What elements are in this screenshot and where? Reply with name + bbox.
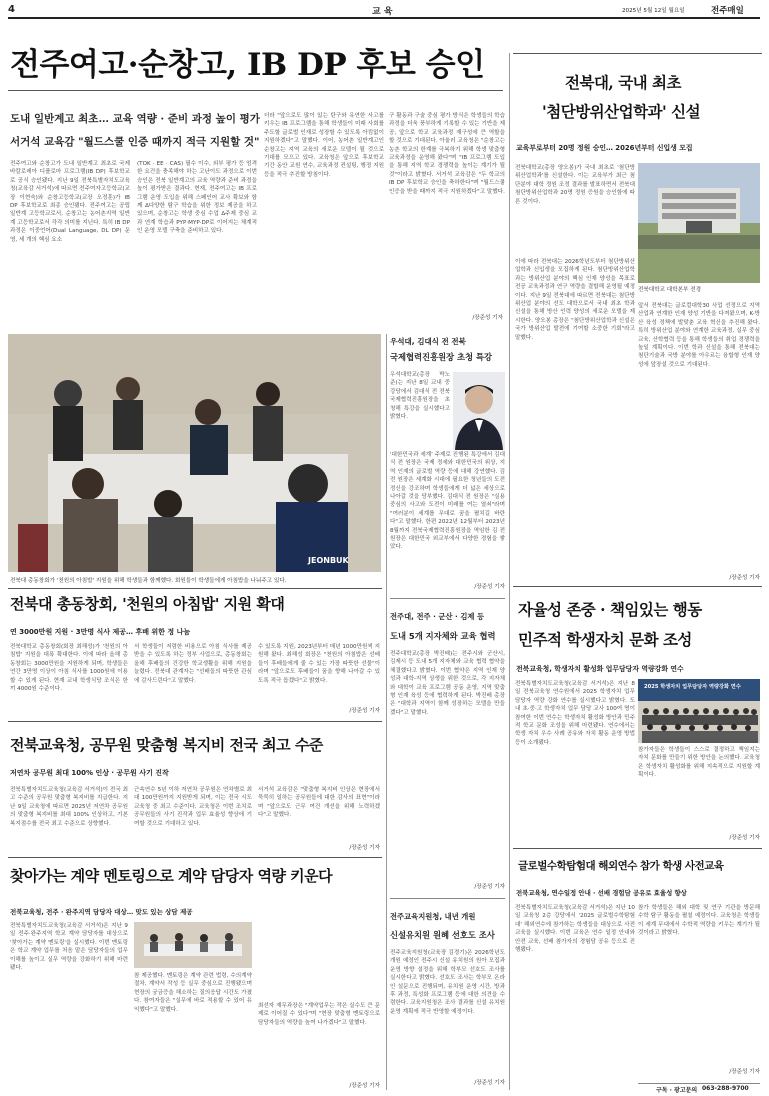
story1-column-1: 전주여고와 순창고가 도내 일반계고 최초로 국제 바칼로레아 디플로마 프로그램(IB DP) 후보학교로 공식 승인됐다. 지난 9일 전북특별자치도교육청(교육감 서거석)에 따르면 전주여자고등학교(교장 이현숙)와 순창고등학교(교장 오정훈)가 IB DP 후보학교로 최종 승인됐다. 전주여고는 공립 일반계 고등학교로서, 순창고는 농어촌지역 일반계 고등학교로서 각각 의미를 지닌다. 특히 IB DP 과정은 이중언어(Dual Language, DL DP) 운영, 세 개의 핵심 요소 — [10, 161, 130, 243]
story2-headline: 전북대 총동창회, '천원의 아침밥' 지원 확대 — [10, 595, 285, 613]
story6-label: 전주대, 전주 · 군산 · 김제 등 — [390, 612, 485, 621]
story1-headline: 전주여고·순창고, IB DP 후보 승인 — [10, 47, 485, 83]
story10-column-2: 참가 학생들은 해외 대학 및 연구 기관을 방문해 수학 탐구 활동을 펼칠 예정이다. 교육청은 학생들이 세계 무대에서 수학적 역량을 키우는 계기가 될 것이라고 밝혔다. — [638, 905, 760, 937]
footer-bar — [638, 1083, 760, 1094]
story3-headline: 전북교육청, 공무원 맞춤형 복지비 전국 최고 수준 — [10, 736, 323, 754]
page-header — [8, 3, 760, 17]
story3-subhead: 저연차 공무원 최대 100% 인상 · 공무원 사기 진작 — [10, 769, 169, 777]
story8-column-1: 전북대학교(총장 양오봉)가 국내 최초로 '첨단방위산업학과'를 신설한다. 이는 교육부가 최근 첨단분야 대학 정원 조정 결과를 발표하면서 전북대 첨단방위산업학과 20명 정원 증원을 승인함에 따른 것이다. — [515, 165, 635, 205]
story7-top-rule — [390, 898, 505, 899]
story6-byline: /장준성 기자 — [474, 884, 505, 890]
story8-photo — [638, 163, 760, 283]
story5-label: 우석대, 김대식 전 전북 — [390, 337, 466, 346]
story1-column-2: (TOK · EE · CAS) 필수 이수, 외부 평가 등 엄격한 요건을 충족해야 하는 고난이도 과정으로 이번 승인은 전북 일반계고의 교육 역량과 준비 과정을 높이 평가받은 결과다. 현재, 전주여고는 IB 프로그램 운영 도입을 위해 스페인어 교사 확보와 함께 ∆다양한 탐구 학습을 위한 정보 제공을 하고 있으며, 순창고는 학생 중심 수업 ∆주제 중심 교과 연계 학습과 PYP·MYP·DP로 이어지는 체계적인 운영 모델 구축을 준비하고 있다. — [137, 161, 257, 235]
header-rule — [8, 17, 760, 19]
issue-date: 2025년 5월 12일 월요일 — [622, 8, 685, 14]
story1-photo — [8, 334, 381, 572]
right-column-divider — [509, 53, 510, 1090]
story4-column-1: 전북특별자치도교육청(교육감 서거석)은 지난 9일 전주·완주지역 학교 계약 담당자를 대상으로 '찾아가는 계약 멘토링'을 실시했다. 이번 멘토링은 학교 계약 업무를 처음 맡은 담당자들의 업무 이해를 높이고 실무 역량을 강화하기 위해 마련됐다. — [10, 923, 128, 972]
story8-column-3: 앞서 전북대는 글로컬대학30 사업 선정으로 지역 산업과 연계한 인재 양성 기반을 다져왔으며, K-방산 육성 정책에 발맞춘 교육 혁신을 추진해 왔다. 특히 방위산업 분야와 연계한 교육과정, 실무 중심 교육, 산학협력 등을 통해 학생들의 취업 경쟁력을 높일 계획이다. 이번 학과 신설을 통해 전북대는 첨단기술과 국방 분야를 아우르는 융합형 인재 양성에 앞장설 것으로 기대된다. — [638, 303, 760, 368]
story8-subhead: 교육부로부터 20명 정원 승인… 2026년부터 신입생 모집 — [516, 144, 693, 152]
story2-subhead: 연 3000만원 지원 · 3만명 식사 제공… 후배 위한 정 나눔 — [10, 628, 191, 636]
story8-headline-line2: '첨단방위산업학과' 신설 — [542, 102, 701, 121]
story5-column-1: 우석대학교(총장 박노준)는 지난 8일 교내 중강당에서 김대식 전 전북국제협력진흥원장을 초청해 특강을 실시했다고 밝혔다. — [390, 372, 450, 421]
story10-headline: 글로벌수학탐험대 해외연수 참가 학생 사전교육 — [518, 860, 724, 872]
story9-column-1: 전북특별자치도교육청(교육감 서거석)은 지난 8일 전북교육청 연수원에서 2025 학생자치 업무담당자 역량 강화 연수를 실시했다고 밝혔다. 도내 초·중·고 학생자치 업무 담당 교사 100여 명이 참여한 이번 연수는 학생자치 활성화 방안과 민주적 학교 문화 조성을 위해 마련됐다. 연수에서는 학생 자치 우수 사례 공유와 자치 활동 운영 방법 등이 소개됐다. — [515, 681, 635, 746]
story8-photo-caption: 전북대학교 대학본부 전경 — [638, 287, 701, 293]
story7-label: 전주교육지원청, 내년 개원 — [390, 912, 476, 921]
story9-headline-line1: 자율성 존중 · 책임있는 행동 — [518, 600, 702, 619]
story4-headline: 찾아가는 계약 멘토링으로 계약 담당자 역량 키운다 — [10, 867, 333, 885]
story5-headline: 국제협력진흥원장 초청 특강 — [390, 352, 492, 362]
story1-photo-caption: 전북대 총동창회가 '천원의 아침밥' 지원을 위해 학생들과 함께했다. 회원들이 학생들에게 아침밥을 나눠주고 있다. — [10, 578, 287, 584]
story2-byline: /장준성 기자 — [349, 708, 380, 714]
paper-name: 전주매일 — [711, 6, 744, 16]
story2-column-2: 서 학생들이 저렴한 비용으로 아침 식사를 제공받을 수 있도록 하는 정부 사업으로, 총동창회는 올해 후배들의 건강한 학교생활을 위해 지원을 늘렸다. 전북대 관계자는 "선배들의 따뜻한 관심에 감사드린다"고 말했다. — [134, 644, 252, 684]
section-name: 교 육 — [372, 7, 393, 17]
story8-byline: /장준성 기자 — [729, 575, 760, 581]
story6-headline: 도내 5개 지자체와 교육 협력 — [390, 631, 496, 641]
footer-label: 구독 · 광고문의 — [656, 1087, 698, 1094]
story6-top-rule — [390, 598, 505, 599]
story1-column-4: 구 활동과 구술 중심 평가 방식은 학생들의 학습 과정을 더욱 풍부하게 기록할 수 있는 기반을 제공, 앞으로 학교 교육과정 재구성에 큰 역할을 할 것으로 기대된다. 아울러 교육청은 "순창고는 농촌 학교의 한계를 극복하기 위해 학생 맞춤형 교육과정을 운영해 왔다"며 "IB 프로그램 도입을 통해 지역 학교 경쟁력을 높이는 계기가 될 것"이라고 밝혔다. 서거석 교육감은 "두 학교의 IB DP 후보학교 승인을 축하한다"며 "월드스쿨 인증을 받을 때까지 적극 지원하겠다"고 말했다. — [389, 113, 505, 195]
story5-byline: /장준성 기자 — [474, 584, 505, 590]
story9-column-2: 참가자들은 학생들이 스스로 결정하고 책임지는 자치 문화를 만들기 위한 방안을 논의했다. 교육청은 학생자치 활성화를 위해 지속적으로 지원할 계획이다. — [638, 747, 760, 779]
story1-top-rule — [8, 90, 503, 91]
story1-column-3: 더라 "앞으로도 많이 있는 탄구와 유연한 사고를 키우는 IB 프로그램을 통해 학생들이 미래 사회를 주도할 글로벌 인재로 성장할 수 있도록 아낌없이 지원하겠다"고 말했다. 이어, 농어촌 일반계고인 순창고는 지역 교육의 새로운 모델이 될 것으로 기대를 모으고 있다. 교육청은 앞으로 후보학교 기간 동안 교원 연수, 교육과정 컨설팅, 행정 지원 등을 적극 추진할 방침이다. — [264, 113, 384, 178]
story3-column-3: 서거석 교육감은 "맞춤형 복지비 인상은 현장에서 묵묵히 일하는 공무원들에 대한 감사의 표현"이라며 "앞으로도 근무 여건 개선을 위해 노력하겠다"고 말했다. — [258, 787, 380, 819]
story7-byline: /장준성 기자 — [474, 1080, 505, 1086]
story4-photo — [134, 922, 252, 968]
story9-headline-line2: 민주적 학생자치 문화 조성 — [518, 630, 692, 649]
story9-top-rule — [513, 586, 762, 587]
footer-phone: 063-288-9700 — [702, 1085, 749, 1092]
story4-top-rule — [8, 857, 382, 858]
page-number: 4 — [8, 4, 15, 15]
story9-subhead: 전북교육청, 학생자치 활성화 업무담당자 역량강화 연수 — [516, 665, 684, 673]
story3-column-1: 전북특별자치도교육청(교육감 서거석)이 전국 최고 수준의 공무원 맞춤형 복지비를 지급한다. 지난 9일 교육청에 따르면 2025년 저연차 공무원의 맞춤형 복지비를 최대 100% 인상하고, 기본 복지점수를 전국 최고 수준으로 상향했다. — [10, 787, 128, 827]
story9-byline: /장준성 기자 — [729, 835, 760, 841]
story4-column-2: 참 제공했다. 멘토링은 계약 관련 법령, 수의계약 절차, 계약서 작성 등 실무 중심으로 진행됐으며 현장의 궁금증을 해소하는 질의응답 시간도 가졌다. 참여자들은 "실무에 바로 적용할 수 있어 유익했다"고 말했다. — [134, 973, 252, 1013]
story9-photo — [638, 679, 760, 743]
story9-banner-text: 2025 학생자치 업무담당자 역량강화 연수 — [644, 684, 741, 690]
story3-byline: /장준성 기자 — [349, 845, 380, 851]
story3-column-2: 근속연수 5년 이하 저연차 공무원은 연차별로 최대 100만원까지 지원받게 되며, 이는 전국 시도교육청 중 최고 수준이다. 교육청은 이번 조치로 공무원들의 사기 진작과 업무 효율성 향상에 기여할 것으로 기대하고 있다. — [134, 787, 252, 827]
story4-column-3: 최선자 재무과장은 "계약업무는 작은 실수도 큰 문제로 이어질 수 있다"며 "현장 맞춤형 멘토링으로 담당자들의 역량을 높여 나가겠다"고 말했다. — [258, 1003, 380, 1026]
middle-column-divider — [386, 334, 387, 1090]
story5-portrait — [453, 372, 505, 450]
story8-column-2: 이에 따라 전북대는 2026학년도부터 첨단방위산업학과 신입생을 모집하게 된다. 첨단방위산업학과는 방위산업 분야의 핵심 인재 양성을 목표로 전공 교육과정과 연구 역량을 결합해 운영될 예정이다. 지난 9일 전북대에 따르면 전북대는 첨단방위산업 분야의 선도 대학으로서 국내 최초 학과 신설을 통해 방산 인력 양성의 새로운 모델을 제시한다. 양오봉 총장은 "첨단방위산업학과 신설은 국가 방위산업 발전에 기여할 소중한 기회"라고 말했다. — [515, 259, 635, 341]
story7-headline: 신설유치원 원혜 선호도 조사 — [390, 930, 495, 940]
story3-top-rule — [8, 721, 382, 722]
photo-banner-text: JEONBUK — [308, 556, 349, 565]
story6-column-1: 전주대학교(총장 박진배)는 전주시와 군산시, 김제시 등 도내 5개 지자체와 교육 협력 협약을 체결했다고 밝혔다. 이번 협약은 지역 인재 양성과 대학-지역 상생을 위한 것으로, 각 지자체와 대학이 교육 프로그램 공동 운영, 지역 맞춤형 인재 육성 등에 협력하게 된다. 박진배 총장은 "대학과 지역이 함께 성장하는 모델을 만들겠다"고 말했다. — [390, 651, 505, 716]
story2-top-rule — [8, 588, 382, 589]
story1-subhead1: 도내 일반계고 최초… 교육 역량 · 준비 과정 높이 평가 — [10, 113, 260, 125]
story2-column-3: 수 있도록 지원, 2023년부터 매년 1000만원씩 지원해 왔다. 최해성 회장은 "천원의 아침밥은 선배들이 후배들에게 줄 수 있는 가장 따뜻한 선물"이라며 "앞으로도 후배들이 꿈을 향해 나아갈 수 있도록 적극 돕겠다"고 밝혔다. — [258, 644, 380, 684]
story4-byline: /장준성 기자 — [349, 1083, 380, 1089]
story8-headline-line1: 전북대, 국내 최초 — [565, 73, 682, 92]
story10-byline: /장준성 기자 — [729, 1069, 760, 1075]
story1-subhead2: 서거석 교육감 "월드스쿨 인증 때까지 적극 지원할 것" — [10, 136, 260, 148]
story10-top-rule — [513, 848, 762, 849]
story7-column-1: 전주교육지원청(교육장 김경기)은 2026학년도 개원 예정인 전주시 신설 유치원의 원아 모집과 운영 방향 설정을 위해 학부모 선호도 조사를 실시한다고 밝혔다. 선호도 조사는 학부모 온라인 설문으로 진행되며, 유치원 운영 시간, 방과후 과정, 특성화 프로그램 등에 대한 의견을 수렴한다. 교육지원청은 조사 결과를 신설 유치원 운영 계획에 적극 반영할 예정이다. — [390, 950, 505, 1015]
story5-column-2: '대한민국과 세계' 주제로 진행된 특강에서 김대식 전 원장은 국제 정세와 대한민국의 위상, 지역 인재의 글로벌 역량 등에 대해 강연했다. 김 전 원장은 세계화 시대에 필요한 청년들의 도전 정신을 강조하며 학생들에게 더 넓은 세상으로 나아갈 것을 당부했다. 김대식 전 원장은 "실용 중심의 사고와 도전이 미래를 여는 열쇠"라며 "여러분이 세계를 무대로 꿈을 펼치길 바란다"고 말했다. 한편 2022년 12월부터 2023년 8월까지 전북국제협력진흥원장을 역임한 김 전 원장은 대한민국 외교부에서 다양한 경험을 쌓았다. — [390, 452, 505, 551]
story4-subhead: 전북교육청, 전주 · 완주지역 담당자 대상… 맞도 있는 상담 제공 — [10, 908, 193, 916]
story10-subhead: 전북교육청, 연수일정 안내 · 선배 경험담 공유로 효율성 향상 — [516, 889, 687, 897]
story10-column-1: 전북특별자치도교육청(교육감 서거석)은 지난 10일 교육청 2층 강당에서 '2025 글로벌수학탐험대' 해외연수에 참가하는 학생들을 대상으로 사전교육을 실시했다. 이번 교육은 연수 일정 안내와 안전 교육, 선배 참가자의 경험담 공유 등으로 진행됐다. — [515, 905, 635, 954]
story2-column-1: 전북대학교 총동창회(회장 최해성)가 '천원의 아침밥' 지원을 대폭 확대한다. 이에 따라 올해 총동창회는 3000만원을 지원하게 되며, 학생들은 연간 3만명 이상이 아침 식사를 1000원에 이용할 수 있게 된다. 현재 교내 학생식당 조식은 한 끼 4000원 수준이다. — [10, 644, 128, 693]
story8-top-rule — [513, 53, 762, 54]
story1-byline: /장준성 기자 — [472, 315, 503, 321]
